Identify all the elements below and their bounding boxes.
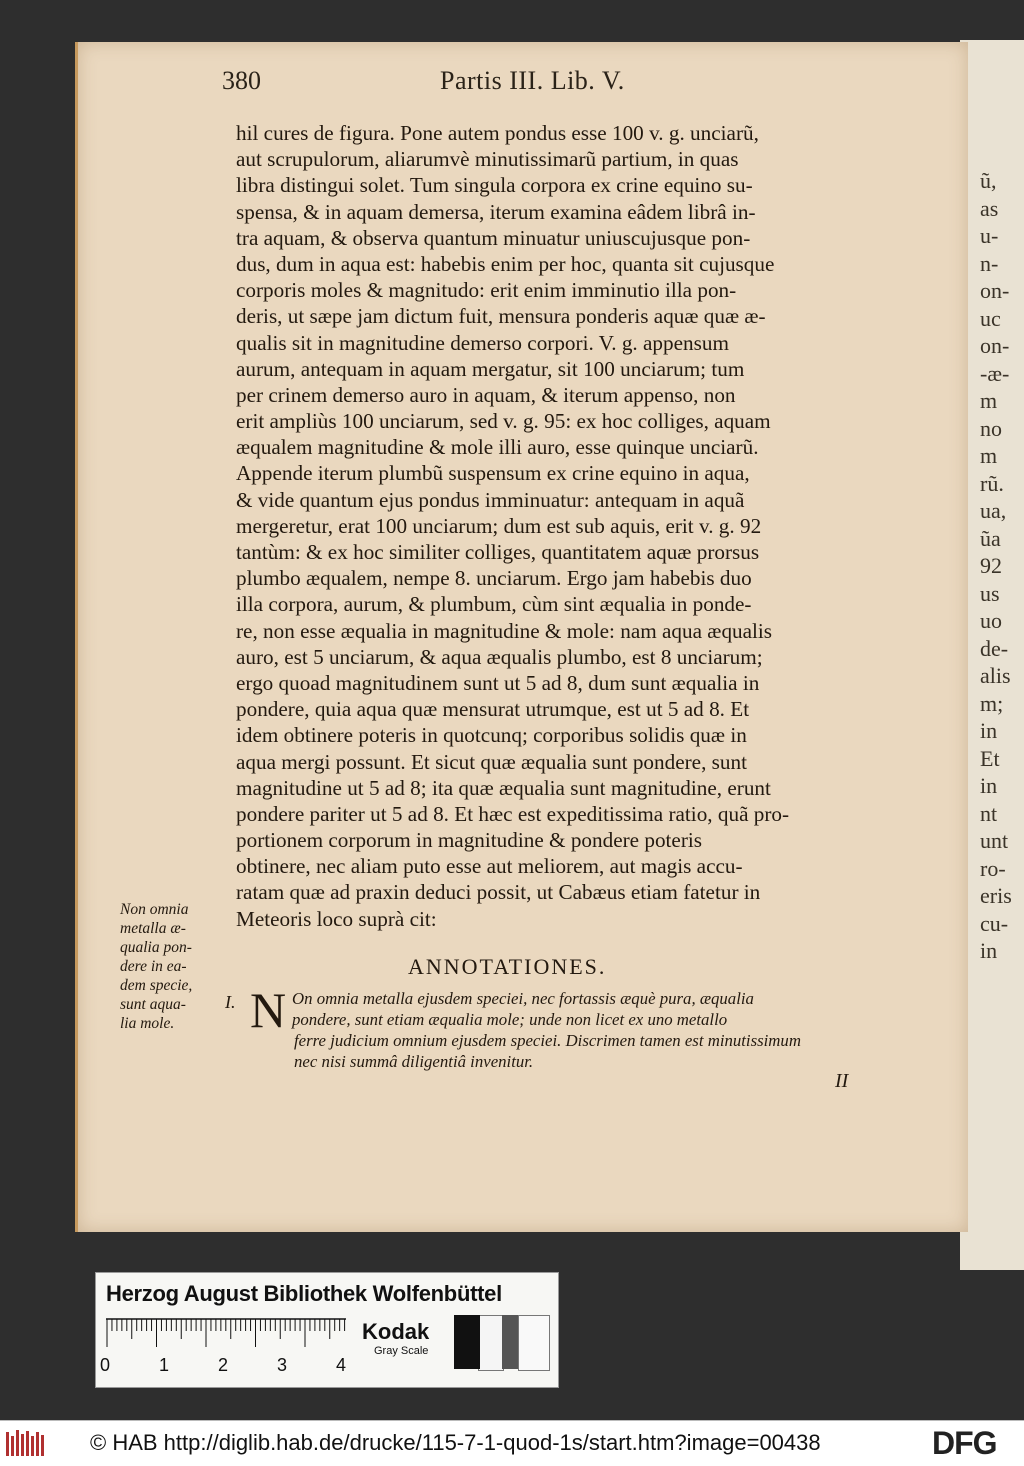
body-line: Meteoris loco suprà cit: — [236, 906, 437, 931]
catchword: II — [835, 1070, 849, 1092]
body-line: æqualem magnitudine & mole illi auro, esse quinque unciarũ. — [236, 435, 759, 460]
margin-note-line: sunt aqua- — [120, 996, 186, 1013]
annotation-line: ferre judicium omnium ejusdem speciei. Discrimen tamen est minutissimum — [294, 1031, 801, 1050]
body-line: spensa, & in aquam demersa, iterum examina eâdem librâ in- — [236, 199, 756, 224]
body-line: re, non esse æqualia in magnitudine & mole: nam aqua æqualis — [236, 618, 773, 643]
adjacent-page-fragment: nt — [980, 800, 998, 826]
body-line: magnitudine ut 5 ad 8; ita quæ æqualia sunt magnitudine, erunt — [236, 775, 771, 800]
body-line: aurum, antequam in aquam mergatur, sit 100 unciarum; tum — [236, 356, 745, 381]
body-line: aut scrupulorum, aliarumvè minutissimarũ partium, in quas — [236, 147, 739, 172]
gray-scale-label: Gray Scale — [374, 1345, 429, 1357]
adjacent-page-fragment: alis — [980, 663, 1011, 688]
kodak-logo: Kodak — [362, 1319, 430, 1344]
body-line: mergeretur, erat 100 unciarum; dum est sub aquis, erit v. g. 92 — [236, 513, 762, 538]
body-line: plumbo æqualem, nempe 8. unciarum. Ergo jam habebis duo — [236, 566, 752, 591]
body-line: auro, est 5 unciarum, & aqua æqualis plumbo, est 8 unciarum; — [236, 644, 763, 669]
adjacent-page-fragment: rũ. — [980, 470, 1004, 496]
adjacent-page-fragment: uc — [980, 305, 1001, 331]
body-line: ergo quoad magnitudinem sunt ut 5 ad 8, dum sunt æqualia in — [236, 670, 760, 695]
ruler-scale — [106, 1317, 346, 1347]
margin-note-line: metalla æ- — [120, 920, 186, 937]
body-line: per crinem demerso auro in aquam, & iterum appenso, non — [236, 382, 736, 407]
body-line: Appende iterum plumbũ suspensum ex crine equino in aqua, — [236, 461, 750, 486]
gray-patch-white — [478, 1315, 504, 1371]
ruler-label: 3 — [277, 1355, 288, 1375]
ruler-label: 0 — [100, 1355, 111, 1375]
ruler-labels — [100, 1355, 350, 1377]
adjacent-page-fragment: Et — [980, 745, 1000, 771]
adjacent-page-strip — [960, 40, 1024, 1270]
body-line: illa corpora, aurum, & plumbum, cùm sint æqualia in ponde- — [236, 592, 752, 617]
annotations-heading: ANNOTATIONES. — [408, 954, 607, 979]
adjacent-page-fragment: de- — [980, 635, 1009, 661]
annotation-line: On omnia metalla ejusdem speciei, nec fortassis æquè pura, æqualia — [292, 989, 754, 1008]
body-line: pondere pariter ut 5 ad 8. Et hæc est expeditissima ratio, quã pro- — [236, 801, 790, 826]
dfg-logo[interactable]: DFG — [932, 1425, 997, 1461]
library-name: Herzog August Bibliothek Wolfenbüttel — [106, 1281, 502, 1306]
body-line: aqua mergi possunt. Et sicut quæ æqualia sunt pondere, sunt — [236, 749, 747, 774]
ruler-label: 4 — [336, 1355, 347, 1375]
margin-note-line: lia mole. — [120, 1015, 175, 1032]
gray-patch-dark — [502, 1315, 518, 1369]
adjacent-page-fragment: uo — [980, 608, 1002, 633]
footer-bar — [0, 1420, 1024, 1466]
annotation-text — [222, 982, 882, 1072]
body-line: corporis moles & magnitudo: erit enim imminutio illa pon- — [236, 278, 737, 303]
annotation-line: nec nisi summâ diligentiâ invenitur. — [294, 1052, 534, 1071]
adjacent-page-fragment: us — [980, 580, 1000, 606]
margin-note-line: dere in ea- — [120, 958, 187, 975]
adjacent-page-fragment: m — [980, 388, 998, 413]
adjacent-page-fragment: eris — [980, 883, 1012, 908]
annotation-dropcap: N — [250, 982, 287, 1038]
margin-note-line: Non omnia — [120, 901, 189, 918]
adjacent-page-fragment: ũa — [980, 525, 1001, 551]
adjacent-page-fragment: unt — [980, 828, 1009, 853]
page-number: 380 — [222, 66, 261, 95]
adjacent-page-fragment: on- — [980, 278, 1010, 303]
annotation-line: pondere, sunt etiam æqualia mole; unde non licet ex uno metallo — [292, 1010, 728, 1029]
adjacent-page-fragment: ũ, — [980, 168, 997, 193]
adjacent-page-fragment: m — [980, 443, 998, 468]
body-line: dus, dum in aqua est: habebis enim per hoc, quanta sit cujusque — [236, 251, 775, 276]
running-title: Partis III. Lib. V. — [440, 66, 625, 95]
body-line: pondere, quia aqua quæ mensurat utrumque, est ut 5 ad 8. Et — [236, 697, 750, 722]
body-line: obtinere, nec aliam puto esse aut meliorem, aut magis accu- — [236, 854, 743, 879]
body-line: deris, ut sæpe jam dictum fuit, mensura ponderis aquæ quæ æ- — [236, 304, 766, 329]
adjacent-page-fragment: no — [980, 415, 1002, 441]
adjacent-page-fragment: on- — [980, 333, 1010, 358]
adjacent-page-fragment: u- — [980, 223, 999, 248]
adjacent-page-fragment: m; — [980, 690, 1004, 716]
library-color-card — [95, 1272, 559, 1388]
adjacent-page-fragment: ro- — [980, 855, 1006, 881]
margin-note — [120, 900, 220, 1033]
body-line: hil cures de figura. Pone autem pondus esse 100 v. g. unciarũ, — [236, 121, 759, 145]
adjacent-page-fragment: -æ- — [980, 360, 1010, 386]
ruler-label: 2 — [218, 1355, 229, 1375]
hab-logo-icon[interactable] — [5, 1428, 47, 1458]
ruler-label: 1 — [159, 1355, 170, 1375]
adjacent-page-fragment: in — [980, 773, 998, 798]
adjacent-page-fragment: in — [980, 938, 998, 963]
body-line: ratam quæ ad praxin deduci possit, ut Cabæus etiam fatetur in — [236, 880, 761, 905]
adjacent-page-fragment: 92 — [980, 553, 1002, 578]
source-link[interactable]: © HAB http://diglib.hab.de/drucke/115-7-1-quod-1s/start.htm?image=00438 — [90, 1430, 821, 1455]
body-line: idem obtinere poteris in quotcunq; corporibus solidis quæ in — [236, 723, 747, 748]
adjacent-page-fragment: ua, — [980, 498, 1007, 523]
margin-note-line: dem specie, — [120, 977, 193, 994]
gray-patch-light — [518, 1315, 550, 1371]
body-line: tra aquam, & observa quantum minuatur uniuscujusque pon- — [236, 225, 751, 250]
adjacent-page-fragment: n- — [980, 250, 999, 276]
adjacent-page-fragment: in — [980, 718, 998, 743]
body-line: qualis sit in magnitudine demerso corpori. V. g. appensum — [236, 330, 729, 355]
adjacent-page-fragment: cu- — [980, 910, 1009, 936]
body-text — [236, 120, 882, 932]
body-line: erit ampliùs 100 unciarum, sed v. g. 95: ex hoc colliges, aquam — [236, 409, 771, 434]
body-line: libra distingui solet. Tum singula corpora ex crine equino su- — [236, 173, 753, 198]
adjacent-page-fragment: as — [980, 195, 999, 221]
annotation-number: I. — [225, 992, 236, 1012]
margin-note-line: qualia pon- — [120, 939, 192, 956]
body-line: portionem corporum in magnitudine & pondere poteris — [236, 828, 703, 853]
body-line: tantùm: & ex hoc similiter colliges, quantitatem aquæ prorsus — [236, 540, 760, 564]
gray-patch-black — [454, 1315, 480, 1369]
body-line: & vide quantum ejus pondus imminuatur: antequam in aquã — [236, 487, 745, 512]
